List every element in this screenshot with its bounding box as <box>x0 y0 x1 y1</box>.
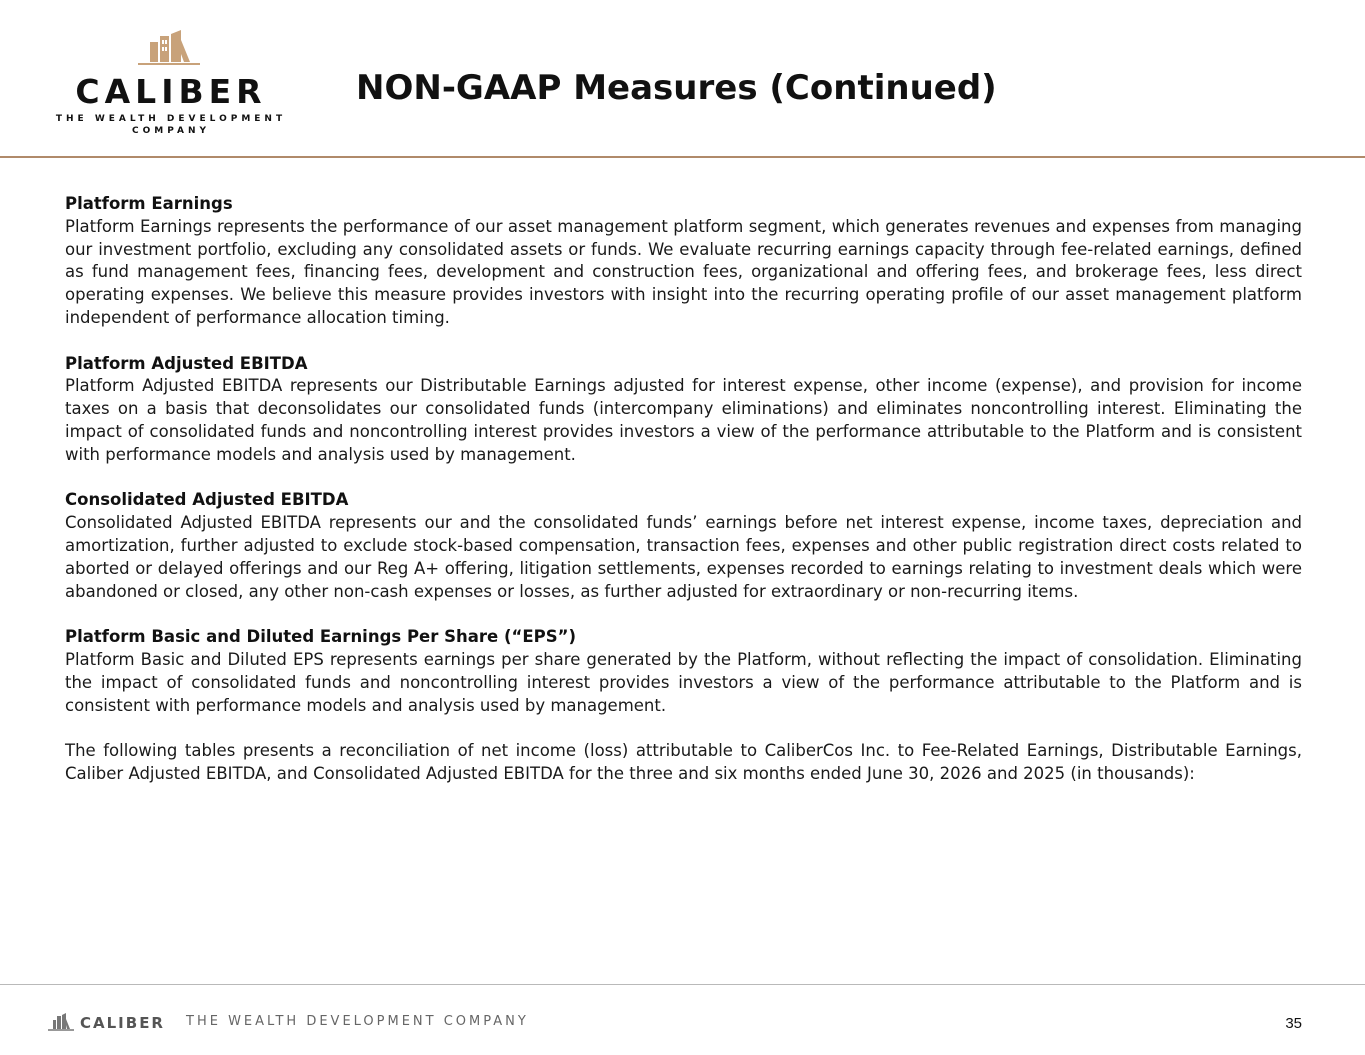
slide-header <box>0 0 1365 160</box>
logo-tagline-line1: THE WEALTH DEVELOPMENT <box>55 114 287 124</box>
header-divider <box>0 156 1365 158</box>
section-heading: Platform Basic and Diluted Earnings Per Share (“EPS”) <box>65 627 576 647</box>
section-platform-eps <box>65 626 1302 717</box>
page-title: NON-GAAP Measures (Continued) <box>356 68 997 108</box>
section-body: Platform Adjusted EBITDA represents our Distributable Earnings adjusted for interest expense, other income (expense), and provision for income taxes on a basis that deconsolidates our consolidated funds (intercompany eliminations) and eliminates noncontrolling interest. Eliminating the impact of consolidated funds and noncontrolling interest provides investors a view of the performance attributable to the Platform and is consistent with performance models and analysis used by management. <box>65 376 1302 464</box>
section-body: Platform Earnings represents the performance of our asset management platform segment, which generates revenues and expenses from managing our investment portfolio, excluding any consolidated assets or funds. We evaluate recurring earnings capacity through fee-related earnings, defined as fund management fees, financing fees, development and construction fees, organizational and offering fees, and brokerage fees, less direct operating expenses. We believe this measure provides investors with insight into the recurring operating profile of our asset management platform independent of performance allocation timing. <box>65 216 1302 327</box>
section-platform-earnings <box>65 193 1302 330</box>
section-platform-adjusted-ebitda <box>65 353 1302 467</box>
section-body: Consolidated Adjusted EBITDA represents our and the consolidated funds’ earnings before net interest expense, income taxes, depreciation and amortization, further adjusted to exclude stock-based compensation, transaction fees, expenses and other public registration direct costs related to aborted or delayed offerings and our Reg A+ offering, litigation settlements, expenses recorded to earnings relating to investment deals which were abandoned or closed, any other non-cash expenses or losses, as further adjusted for extraordinary or non-recurring items. <box>65 513 1302 601</box>
slide-content <box>65 193 1302 809</box>
section-heading: Consolidated Adjusted EBITDA <box>65 490 349 510</box>
section-body: Platform Basic and Diluted EPS represents earnings per share generated by the Platform, without reflecting the impact of consolidation. Eliminating the impact of consolidated funds and noncontrolling interest provides investors a view of the performance attributable to the Platform and is consistent with performance models and analysis used by management. <box>65 649 1302 715</box>
footer-brand: CALIBER <box>80 1014 165 1032</box>
caliber-logo <box>48 28 294 140</box>
page-number: 35 <box>1285 1015 1302 1032</box>
footer-divider <box>0 984 1365 985</box>
section-heading: Platform Earnings <box>65 194 233 213</box>
logo-tagline-line2: COMPANY <box>132 126 210 136</box>
section-consolidated-adjusted-ebitda <box>65 489 1302 603</box>
building-logo-icon <box>136 28 202 68</box>
closing-paragraph: The following tables presents a reconciliation of net income (loss) attributable to CaliberCos Inc. to Fee-Related Earnings, Distributable Earnings, Caliber Adjusted EBITDA, and Consolidated Adjusted EBITDA for the three and six months ended June 30, 2026 and 2025 (in thousands): <box>65 741 1302 783</box>
logo-wordmark: CALIBER <box>75 72 267 111</box>
footer-building-icon <box>48 1012 74 1032</box>
footer-tagline: THE WEALTH DEVELOPMENT COMPANY <box>186 1014 529 1029</box>
section-heading: Platform Adjusted EBITDA <box>65 353 308 373</box>
